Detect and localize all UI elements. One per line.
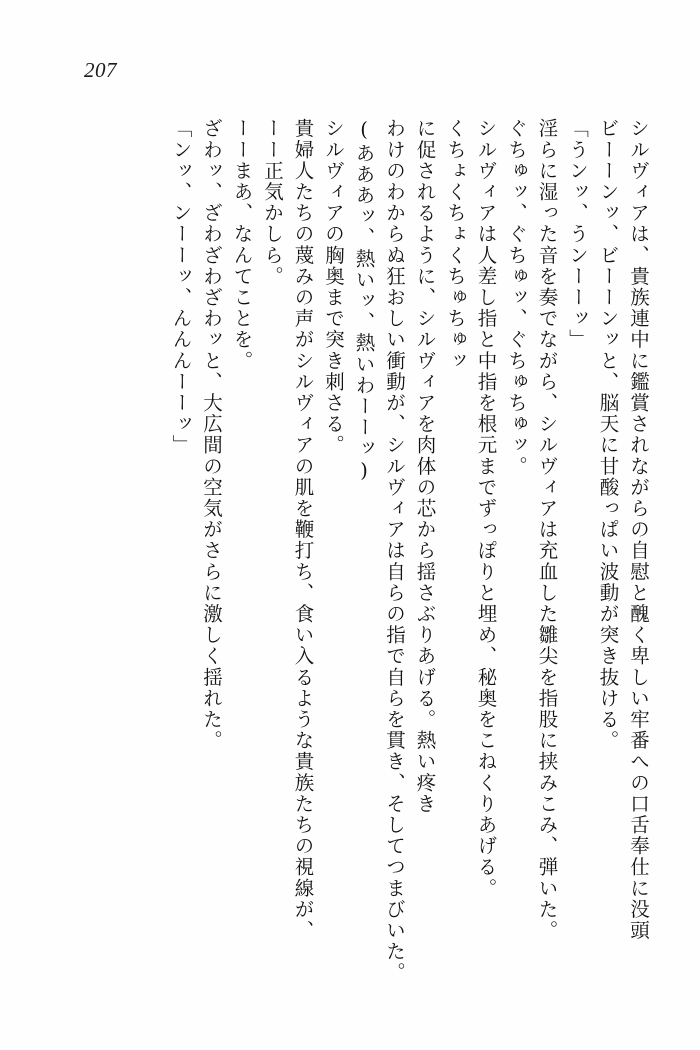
text-column: 貴婦人たちの蔑みの声がシルヴィアの肌を鞭打ち、食い入るような貴族たちの視線が、 [291, 118, 315, 941]
text-column: 「うンッ、うンーーッ」 [566, 118, 589, 351]
text-column: 「ンッ、ンーーッ、んんんーーッ」 [169, 118, 193, 456]
text-column: くちょくちょくちゅちゅッ [444, 118, 467, 372]
text-column: ビーーンッ、ビーーンッと、脳天に甘酸っぱい波動が突き抜ける。 [596, 118, 620, 751]
text-column: わけのわからぬ狂おしい衝動が、シルヴィアは自らの指で自らを貫き、そしてつまびいた。 [383, 118, 406, 984]
text-column: に促されるように、シルヴィアを肉体の芯から揺さぶりあげる。熱い疼き [413, 118, 437, 815]
text-column: シルヴィアは、貴族連中に鑑賞されながらの自慰と醜く卑しい牢番への口舌奉仕に没頭 [627, 118, 650, 941]
text-column: ざわッ、ざわざわざわッと、大広間の空気がさらに激しく揺れた。 [200, 118, 223, 751]
text-column: ーーまあ、なんてことを。 [230, 118, 254, 372]
page-number: 207 [84, 58, 117, 82]
text-column: シルヴィアは人差し指と中指を根元までずっぽりと埋め、秘奥をこねくりあげる。 [474, 118, 498, 899]
vertical-text-body [160, 118, 650, 984]
text-column: ーー正気かしら。 [261, 118, 284, 287]
text-column: ぐちゅッ、ぐちゅッ、ぐちゅちゅッ。 [505, 118, 528, 477]
text-column: 淫らに湿った音を奏でながら、シルヴィアは充血した雛尖を指股に挟みこみ、弾いた。 [535, 118, 559, 941]
text-column: シルヴィアの胸奥まで突き刺さる。 [322, 118, 345, 456]
text-column: (あああッ、熱いッ、熱いわーーッ) [352, 118, 376, 484]
